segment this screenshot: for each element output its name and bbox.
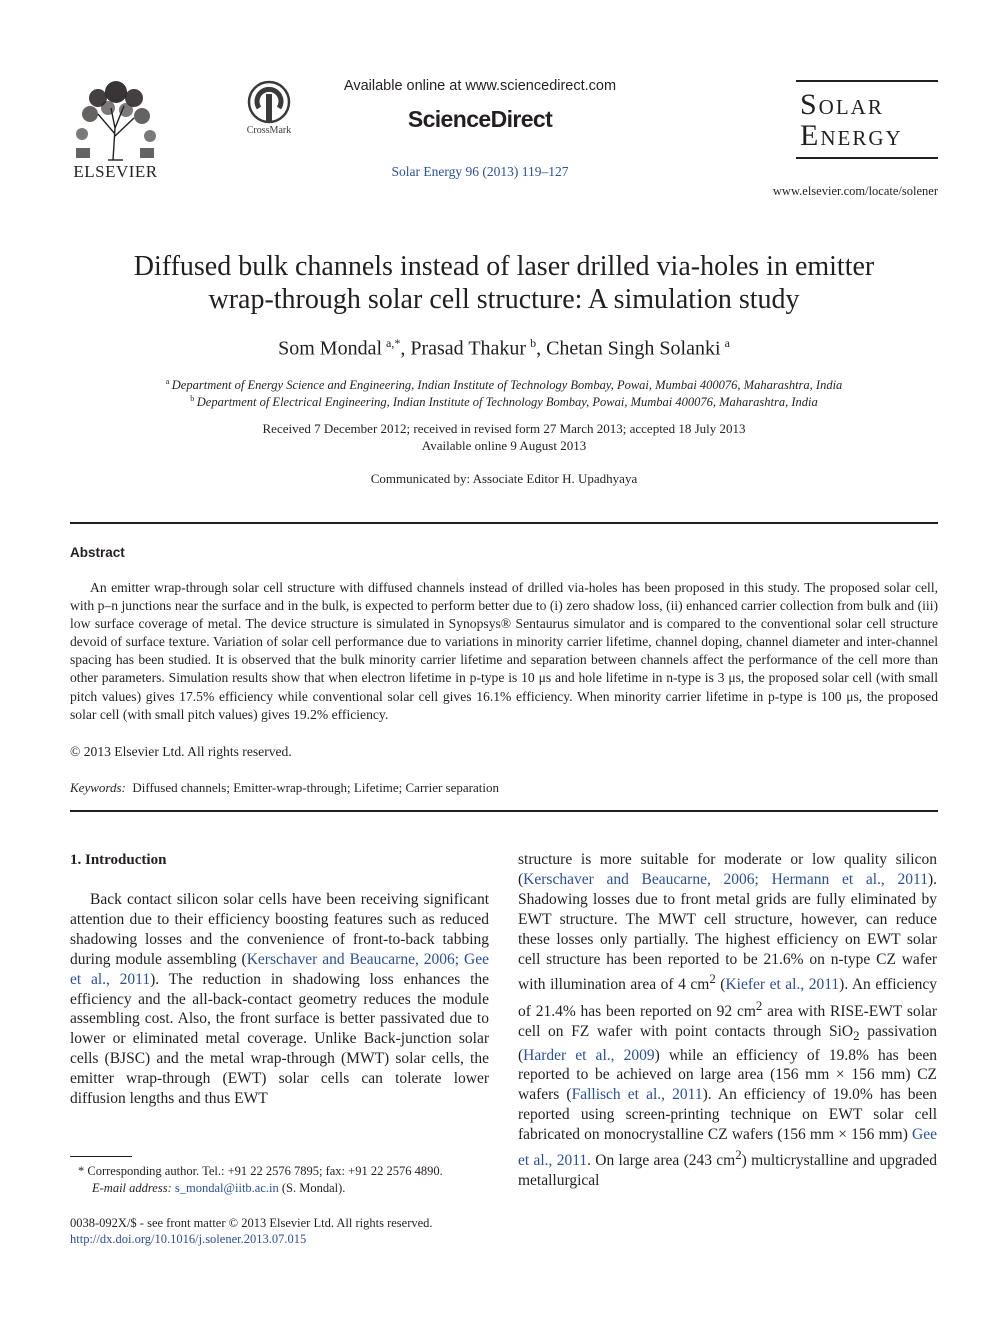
paragraph-text: ). The reduction in shadowing loss enhances the efficiency and the all-back-contact geometry reduces the module assembling cost. Also, the front surface is better passivated due to lower or eliminated metal coverage. Unlike Back-junction solar cells (BJSC) and the metal wrap-through (MWT) solar cells, the emitter wrap-through (EWT) solar cells can tolerate lower diffusion lengths and thus EWT (70, 970, 490, 1108)
available-date: Available online 9 August 2013 (421, 438, 587, 453)
paragraph-text: . On large area (243 cm (587, 1152, 736, 1170)
author-name: Prasad Thakur (410, 337, 527, 360)
email-label: E-mail address: (92, 1181, 172, 1195)
received-dates: Received 7 December 2012; received in revised form 27 March 2013; accepted 18 July 2013 (262, 421, 746, 436)
sciencedirect-wordmark: ScienceDirect (407, 106, 553, 132)
paragraph-text: Back contact silicon solar cells have been receiving significant attention due to their efficiency boosting features such as reduced shadowing losses and the convenience of front-to-back tabbing during module assembling ( (70, 891, 489, 968)
affiliation-text: Department of Energy Science and Engineering, Indian Institute of Technology Bombay, Powai, Mumbai 400076, Maharashtra, India (171, 378, 843, 393)
crossmark-label: CrossMark (246, 125, 292, 136)
corresponding-author-note: * Corresponding author. Tel.: +91 22 2576 7895; fax: +91 22 2576 4890. (78, 1164, 443, 1178)
reference-link[interactable]: Harder et al., 2009 (523, 1046, 655, 1064)
title-line-2: wrap-through solar cell structure: A simulation study (208, 284, 800, 315)
elsevier-logo (68, 78, 163, 183)
section-heading: 1. Introduction (70, 852, 167, 868)
abstract-heading: Abstract (70, 545, 125, 560)
email-suffix: (S. Mondal). (281, 1181, 346, 1195)
keywords (70, 780, 499, 796)
masthead-rule-bottom (796, 157, 938, 159)
author-name: Chetan Singh Solanki (546, 337, 721, 360)
abstract-copyright: © 2013 Elsevier Ltd. All rights reserved. (70, 744, 292, 759)
paragraph-text: ) multicrystalline and upgraded metallurgical (518, 1152, 938, 1190)
reference-link[interactable]: Fallisch et al., 2011 (571, 1086, 703, 1104)
reference-link[interactable]: Gee et al., 2011 (518, 1126, 937, 1170)
affiliation-marker: b (190, 394, 195, 403)
title-line-1: Diffused bulk channels instead of laser drilled via-holes in emitter (133, 251, 875, 282)
intro-right-column (518, 850, 937, 1191)
paragraph-text: passivation ( (518, 1022, 937, 1064)
paragraph-text: ( (715, 976, 726, 994)
elsevier-tree-icon (68, 78, 163, 162)
elsevier-wordmark: ELSEVIER (73, 162, 158, 181)
divider (70, 810, 938, 812)
journal-masthead (796, 80, 938, 159)
author-name: Som Mondal (278, 337, 383, 360)
affiliation (70, 377, 938, 393)
available-online: Available online at www.sciencedirect.com (343, 78, 617, 94)
journal-citation-link[interactable]: Solar Energy 96 (2013) 119–127 (391, 164, 569, 179)
journal-name (796, 82, 938, 154)
journal-name-line1: Solar (800, 88, 884, 121)
reference-link[interactable]: Kerschaver and Beaucarne, 2006; Hermann et al., 2011 (523, 870, 928, 888)
keywords-label: Keywords: (70, 780, 126, 795)
crossmark-badge[interactable] (238, 80, 300, 140)
paragraph-text: ) while an efficiency of 19.8% has been reported to be achieved on large area (156 mm × 156 mm) CZ wafers ( (518, 1046, 937, 1104)
affiliation-marker: a (165, 377, 170, 386)
paragraph-text: ). Shadowing losses due to front metal grids are fully eliminated by EWT structure. The MWT cell structure, however, can reduce these losses only partially. The highest efficiency on EWT solar cell structure has been reported to be 21.6% on n-type CZ wafer with illumination area of 4 cm (518, 870, 937, 994)
reference-link[interactable]: Kerschaver and Beaucarne, 2006; Gee et al., 2011 (70, 950, 489, 988)
keywords-list: Diffused channels; Emitter-wrap-through; Lifetime; Carrier separation (132, 780, 499, 795)
crossmark-icon (247, 80, 291, 124)
email-note (70, 1180, 512, 1196)
superscript: 2 (735, 1147, 742, 1163)
intro-left-column (70, 890, 489, 1109)
author-list: Som Mondal $^{a,*}$, Prasad Thakur $^b$, Chetan Singh Solanki $^a$ (278, 336, 730, 360)
subscript: 2 (853, 1027, 860, 1043)
superscript: 2 (709, 971, 716, 987)
author-affil-marker[interactable]: a,* (386, 336, 401, 350)
paragraph-text: structure is more suitable for moderate or low quality silicon ( (518, 851, 937, 888)
email-link[interactable]: s_mondal@iitb.ac.in (174, 1181, 279, 1195)
paragraph-text: area with RISE-EWT solar cell on FZ wafer with point contacts through SiO (518, 1002, 937, 1040)
author-affil-marker[interactable]: b (530, 336, 537, 350)
issn-line: 0038-092X/$ - see front matter © 2013 Elsevier Ltd. All rights reserved. (70, 1216, 433, 1230)
journal-url[interactable]: www.elsevier.com/locate/solener (772, 184, 938, 198)
superscript: 2 (755, 997, 763, 1013)
divider (70, 522, 938, 524)
communicated-by: Communicated by: Associate Editor H. Upadhyaya (370, 471, 638, 486)
reference-link[interactable]: Kiefer et al., 2011 (725, 976, 840, 994)
footnote-rule (70, 1156, 132, 1157)
author-affil-marker[interactable]: a (724, 336, 730, 350)
paragraph-text: ). An efficiency of 19.0% has been reported using screen-printing technique on EWT solar cell fabricated on monocrystalline CZ wafers (156 mm × 156 mm) (518, 1086, 937, 1144)
paragraph-text: ). An efficiency of 21.4% has been reported on 92 cm (518, 976, 937, 1020)
doi-link[interactable]: http://dx.doi.org/10.1016/j.solener.2013.07.015 (70, 1232, 307, 1246)
journal-name-line2: Energy (800, 119, 903, 152)
abstract-text: An emitter wrap-through solar cell structure with diffused channels instead of drilled via-holes has been proposed in this study. The proposed solar cell, with p–n junctions near the surface and in the bulk, is expected to perform better due to (i) zero shadow loss, (ii) enhanced carrier collection from bulk and (iii) low surface coverage of metal. The device structure is simulated in Synopsys® Sentaurus simulator and is compared to the conventional solar cell structure devoid of surface texture. Variation of solar cell performance due to variations in minority carrier lifetime, channel doping, channel diameter and inter-channel spacing has been studied. It is observed that the bulk minority carrier lifetime and separation between channels affect the performance of the cell more than other parameters. Simulation results show that when electron lifetime in p-type is 10 μs and hole lifetime in n-type is 3 μs, the proposed solar cell (with small pitch values) gives 17.5% efficiency while conventional solar cell gives 16.1% efficiency. When minority carrier lifetime in p-type is 100 μs, the proposed solar cell (with small pitch values) gives 19.2% efficiency. (70, 580, 938, 722)
front-matter (70, 1215, 433, 1247)
affiliation-text: Department of Electrical Engineering, Indian Institute of Technology Bombay, Powai, Mumbai 400076, Maharashtra, India (196, 395, 818, 410)
article-title (70, 250, 938, 316)
affiliation (70, 394, 938, 410)
